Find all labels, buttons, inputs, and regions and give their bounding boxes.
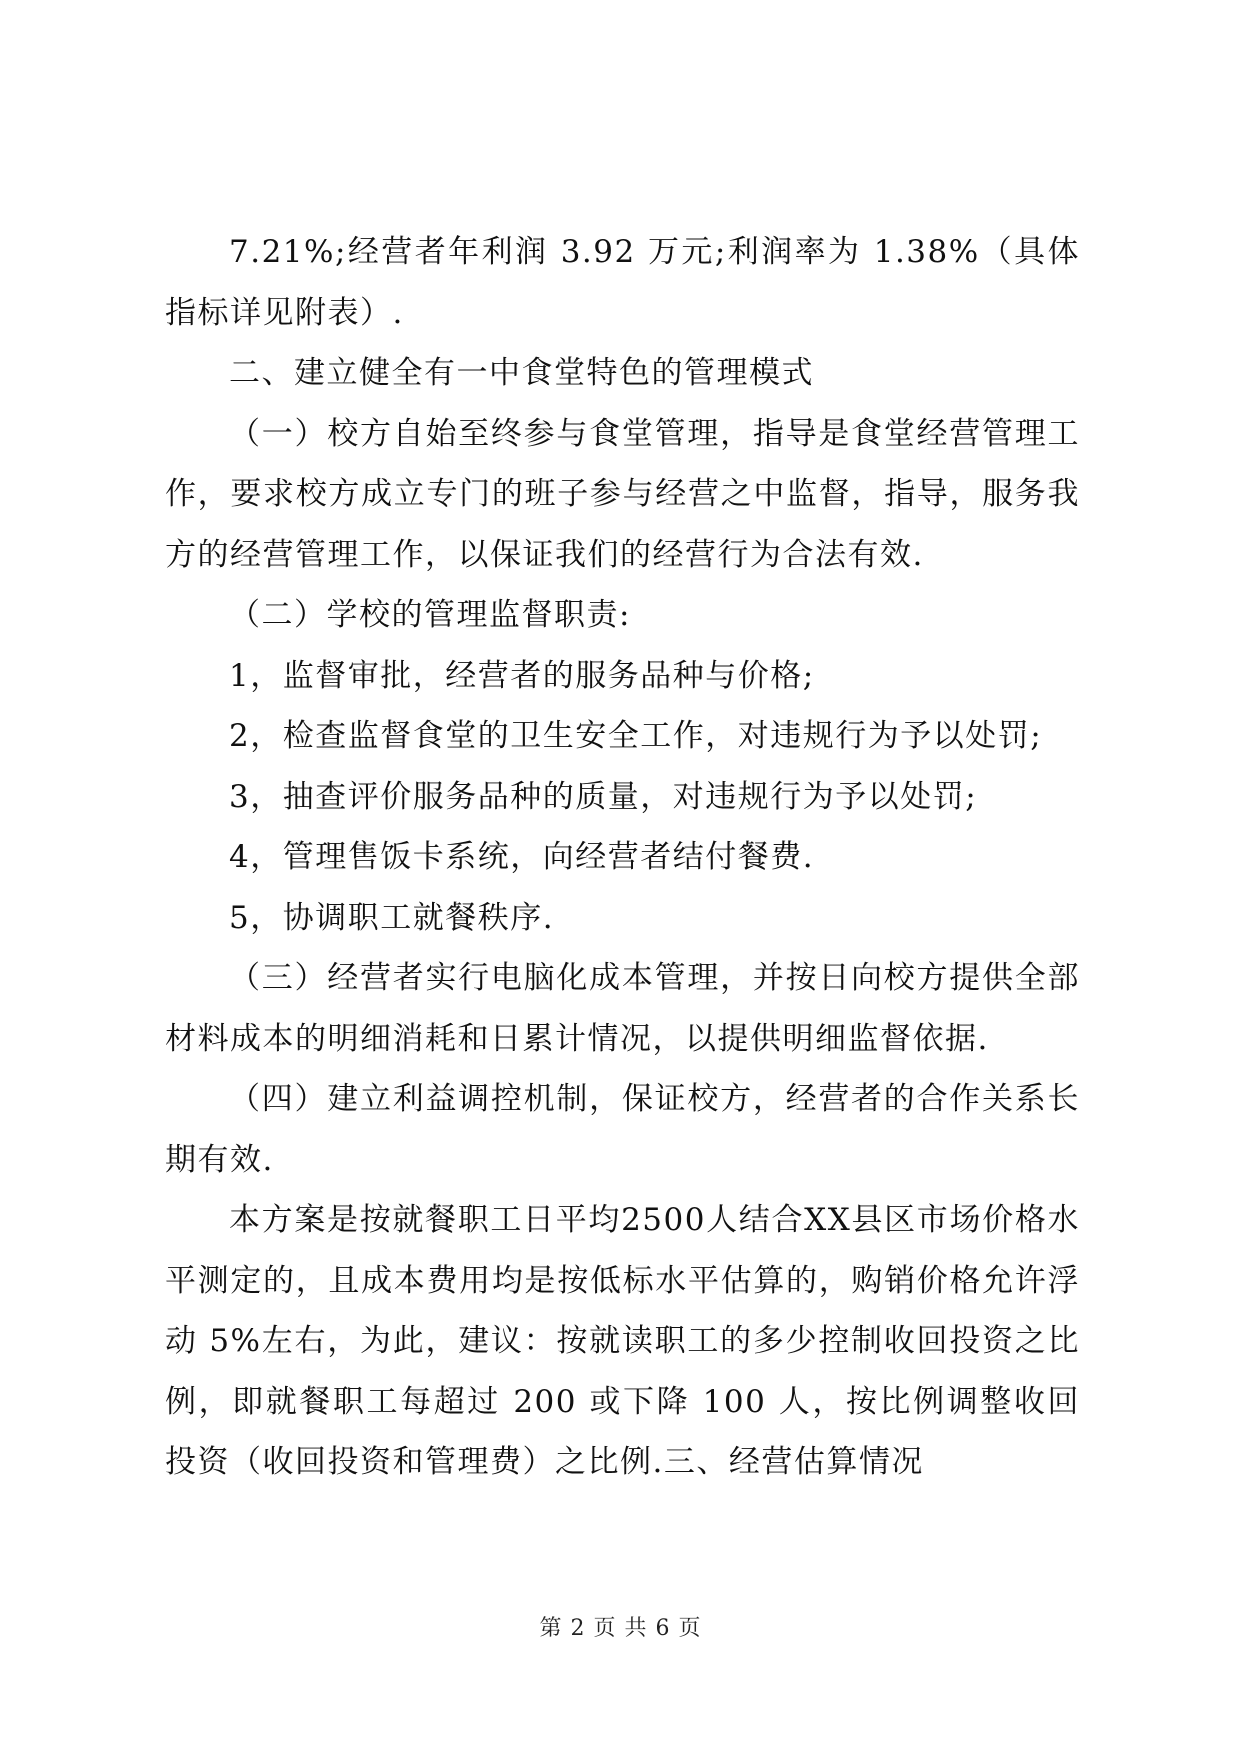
page-number-footer: 第 2 页 共 6 页 [539, 1616, 702, 1641]
paragraph-profit-summary: 7.21%;经营者年利润 3.92 万元;利润率为 1.38%（具体指标详见附表）. [165, 234, 1080, 331]
paragraph-supervision-duties-heading: （二）学校的管理监督职责: [229, 597, 631, 633]
list-item-duty-3: 3，抽查评价服务品种的质量，对违规行为予以处罚; [229, 778, 978, 815]
list-item-duty-1: 1，监督审批，经营者的服务品种与价格; [229, 657, 815, 694]
paragraph-cost-management: （三）经营者实行电脑化成本管理，并按日向校方提供全部材料成本的明细消耗和日累计情况，以提供明细监督依据. [165, 960, 1080, 1057]
paragraph-school-participation: （一）校方自始至终参与食堂管理，指导是食堂经营管理工作，要求校方成立专门的班子参与经营之中监督，指导，服务我方的经营管理工作，以保证我们的经营行为合法有效. [165, 415, 1080, 573]
paragraph-interest-control: （四）建立利益调控机制，保证校方，经营者的合作关系长期有效. [165, 1081, 1080, 1178]
list-item-duty-2: 2，检查监督食堂的卫生安全工作，对违规行为予以处罚; [229, 718, 1043, 754]
section-heading-management-mode: 二、建立健全有一中食堂特色的管理模式 [229, 355, 814, 391]
list-item-duty-5: 5，协调职工就餐秩序. [229, 899, 555, 936]
document-body [165, 222, 1080, 1493]
list-item-duty-4: 4，管理售饭卡系统，向经营者结付餐费. [229, 839, 815, 875]
paragraph-plan-basis: 本方案是按就餐职工日平均2500人结合XX县区市场价格水平测定的，且成本费用均是按低标水平估算的，购销价格允许浮动 5%左右，为此，建议：按就读职工的多少控制收回投资之比例，即就餐职工每超过 200 或下降 100 人，按比例调整收回投资（收回投资和管理费）之比例.三、经营估算情况 [165, 1202, 1080, 1480]
